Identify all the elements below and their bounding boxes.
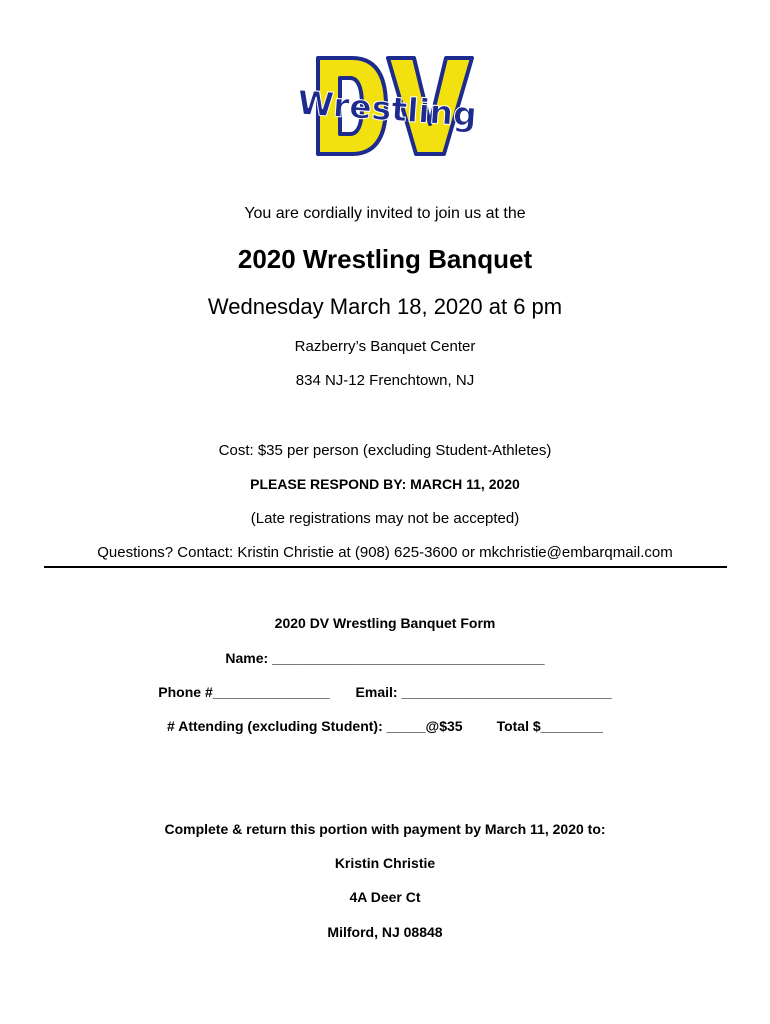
event-date: Wednesday March 18, 2020 at 6 pm — [207, 294, 563, 319]
return-name: Kristin Christie — [334, 855, 436, 871]
respond-deadline: PLEASE RESPOND BY: MARCH 11, 2020 — [250, 476, 520, 492]
contact-questions: Questions? Contact: Kristin Christie at (908) 625-3600 or mkchristie@embarqmail.com — [97, 544, 673, 561]
return-street: 4A Deer Ct — [349, 889, 421, 905]
event-title: 2020 Wrestling Banquet — [237, 244, 533, 274]
cut-divider-line — [44, 566, 727, 568]
email-field: Email: ___________________________ — [355, 684, 612, 700]
name-field: Name: ___________________________________ — [225, 650, 545, 666]
logo-word: Wrestling — [296, 82, 479, 135]
event-cost: Cost: $35 per person (excluding Student-Athletes) — [218, 442, 552, 459]
invitation-intro: You are cordially invited to join us at the — [244, 205, 526, 222]
return-instruction: Complete & return this portion with payment by March 11, 2020 to: — [164, 821, 606, 837]
form-title: 2020 DV Wrestling Banquet Form — [274, 615, 496, 631]
phone-field: Phone #_______________ — [158, 684, 330, 700]
phone-email-row — [0, 684, 770, 700]
total-field: Total $________ — [496, 718, 603, 734]
event-venue: Razberry’s Banquet Center — [294, 338, 476, 355]
attending-field: # Attending (excluding Student): _____@$35 — [167, 718, 463, 734]
return-city: Milford, NJ 08848 — [327, 924, 443, 940]
dv-wrestling-logo — [290, 50, 485, 162]
late-registration-note: (Late registrations may not be accepted) — [250, 510, 520, 527]
attending-total-row — [0, 718, 770, 734]
event-address: 834 NJ-12 Frenchtown, NJ — [295, 372, 475, 389]
